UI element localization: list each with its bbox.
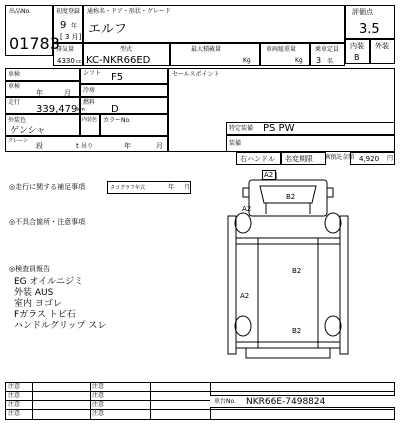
shift-label: シフト: [83, 70, 102, 77]
name-change-label: 名変期限: [285, 155, 313, 163]
registration-month-unit: 月: [64, 89, 71, 97]
chassis-label: 車台No.: [214, 398, 236, 405]
first-registration-label: 初度登録: [56, 8, 81, 15]
crane-label: クレーン: [8, 138, 28, 144]
first-registration-year: 9: [60, 20, 67, 31]
mileage-unit: km: [77, 107, 85, 113]
footer-divider: [150, 383, 151, 419]
handle-label: 右ハンドル: [240, 155, 275, 163]
selling-points-label: セールスポイント: [172, 71, 220, 78]
damage-mark: A2: [240, 292, 250, 300]
month-unit: 月: [71, 33, 79, 41]
displacement-label: 排気量: [56, 46, 75, 53]
footer-divider: [6, 391, 394, 392]
exterior-label: 外装: [375, 42, 389, 50]
crane-hook-unit: 吊り: [81, 143, 94, 150]
color-value: ゲンシャ: [10, 126, 46, 136]
gross-weight-label: 車両総重量: [266, 46, 297, 53]
footer-label: 注意: [8, 410, 21, 417]
footer-divider: [6, 409, 394, 410]
defects-label: ◎不具合箇所・注意事項: [9, 218, 86, 226]
registration-label: 車検: [8, 83, 21, 90]
damage-mark: B2: [292, 327, 302, 335]
displacement-unit: cc: [76, 59, 82, 65]
inspection-label: 車検: [8, 71, 21, 78]
fuel-value: D: [111, 104, 119, 115]
damage-mark: A2: [264, 171, 274, 179]
inspector-item: EG オイルニジミ: [14, 277, 84, 287]
options-label: 装備: [229, 140, 242, 147]
car-name-label: 通称名・ドア・形状・グレード: [87, 8, 171, 15]
recycle-label: R預託金額: [326, 154, 355, 161]
recycle-amount: 4,920: [359, 155, 380, 163]
footer-label: 注意: [8, 392, 21, 399]
score: 3.5: [359, 22, 380, 37]
mileage-label: 走行: [8, 99, 21, 106]
capacity: 3: [316, 56, 322, 65]
footer-label: 注意: [92, 392, 105, 399]
footer-divider: [32, 383, 33, 419]
crane-year-unit: 年: [124, 142, 131, 150]
lot-number-label: 出品No.: [9, 8, 31, 15]
crane-stage-unit: 段: [36, 142, 43, 150]
inspector-item: Fガラス トビ石: [14, 310, 76, 320]
lot-number: 01783: [9, 34, 60, 53]
chassis-cell: [210, 395, 395, 408]
tachograph-label: タコグラフ年式: [110, 185, 146, 191]
chassis-number: NKR66E-7498824: [246, 397, 326, 407]
interior-grade: B: [354, 53, 360, 62]
model-code: KC-NKR66ED: [86, 55, 151, 66]
special-equipment-label: 特定装備: [229, 125, 254, 132]
damage-mark: B2: [286, 193, 296, 201]
first-registration-month: [ 3 月]: [60, 33, 82, 41]
score-label: 評価点: [352, 8, 373, 16]
inspector-item: 外装 AUS: [14, 288, 54, 298]
damage-mark: B2: [292, 267, 302, 275]
inspector-item: 室内 ヨゴレ: [14, 299, 62, 309]
footer-label: 注意: [8, 401, 21, 408]
gross-weight-unit: Kg: [295, 57, 303, 64]
footer-divider: [90, 383, 91, 419]
footer-label: 注意: [92, 401, 105, 408]
month-value: 3: [64, 33, 70, 41]
inspector-item: ハンドルグリップ スレ: [14, 321, 107, 331]
max-load-label: 最大積載量: [191, 46, 222, 53]
crane-ton-unit: t: [76, 142, 79, 150]
damage-mark: A2: [242, 205, 252, 213]
additional-notes-label: ◎走行に関する補足事項: [9, 183, 86, 191]
tachograph-year-unit: 年: [168, 184, 175, 191]
special-equipment-values: PS PW: [263, 123, 295, 134]
crane-month-unit: 月: [156, 142, 163, 150]
tachograph-month-unit: 月: [184, 184, 191, 191]
footer-label: 注意: [92, 383, 105, 390]
model-label: 型式: [120, 46, 133, 53]
car-name: エルフ: [88, 22, 128, 37]
year-unit: 年: [71, 23, 78, 30]
damage-mark-box: [262, 170, 276, 180]
color-label: 外装色: [8, 117, 27, 124]
recycle-unit: 円: [387, 155, 394, 162]
mileage: 339,479: [36, 104, 78, 115]
footer-label: 注意: [92, 410, 105, 417]
shift-value: F5: [111, 72, 124, 83]
color-number-label: カラーNo.: [103, 117, 131, 124]
ac-label: 冷房: [83, 87, 96, 94]
footer-label: 注意: [8, 383, 21, 390]
inspector-report-label: ◎検査員報告: [9, 265, 51, 273]
interior-label: 内装: [350, 42, 364, 50]
fuel-label: 燃料: [83, 99, 96, 106]
registration-year-unit: 年: [36, 89, 43, 97]
displacement: 4330: [57, 57, 75, 65]
capacity-unit: 名: [327, 58, 334, 65]
max-load-unit: Kg: [243, 57, 251, 64]
trim-color-label: 内装色: [82, 117, 98, 123]
capacity-label: 乗車定員: [315, 46, 340, 53]
